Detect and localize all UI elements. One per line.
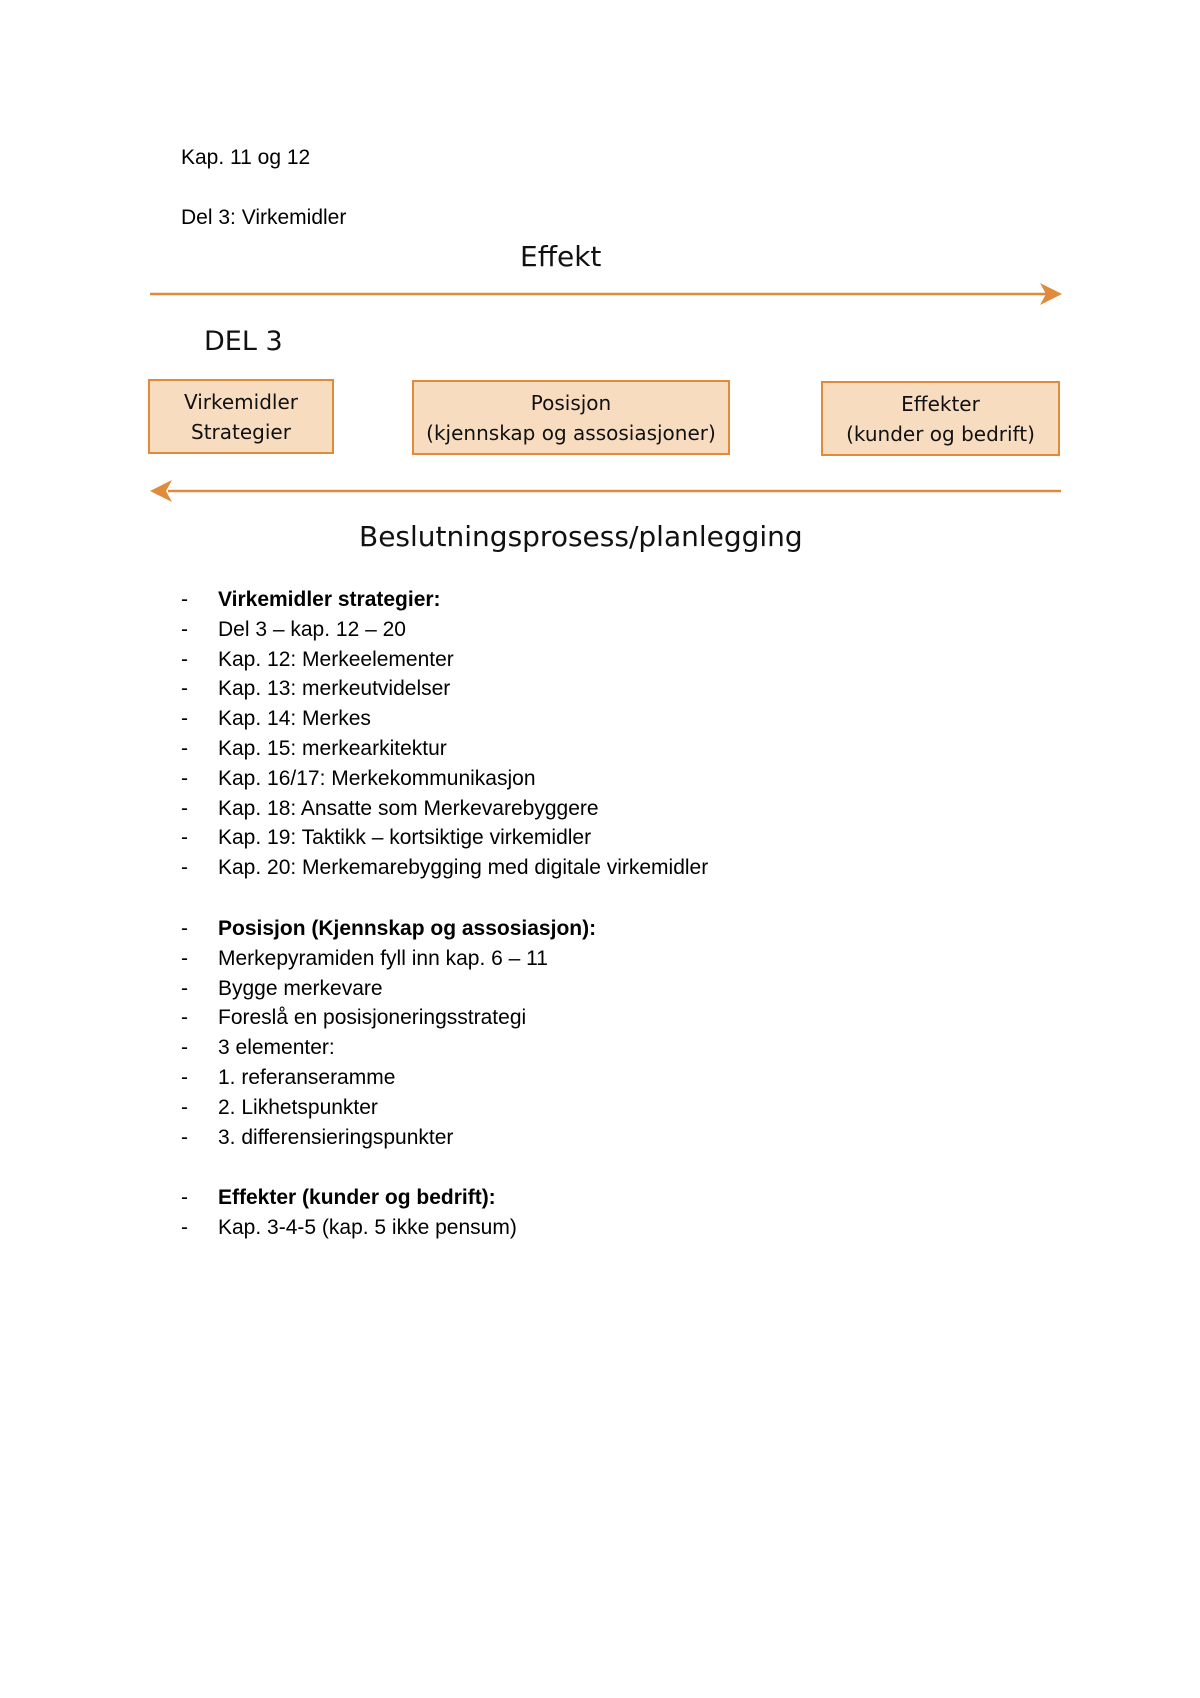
bullet-dash: - [181,1215,188,1239]
beslutning-label: Beslutningsprosess/planlegging [359,520,803,553]
bullet-dash: - [181,976,188,1000]
bullet-dash: - [181,707,188,731]
box-effekter [821,381,1060,456]
list-item-text: Merkepyramiden fyll inn kap. 6 – 11 [218,946,548,970]
bullet-dash: - [181,766,188,790]
bullet-dash: - [181,1036,188,1060]
list-item-text: Kap. 19: Taktikk – kortsiktige virkemidler [218,826,592,850]
bullet-dash: - [181,1006,188,1030]
box-virkemidler-line2: Strategier [191,419,291,444]
list-item-text: Del 3 – kap. 12 – 20 [218,617,406,641]
list-item-text: Kap. 20: Merkemarebygging med digitale virkemidler [218,856,709,880]
list-item-text: Kap. 14: Merkes [218,707,371,731]
list-item-text: Kap. 16/17: Merkekommunikasjon [218,766,536,790]
del3-label: DEL 3 [204,326,283,357]
list-item-text: 3 elementer: [218,1036,335,1060]
bullet-dash: - [181,736,188,760]
effekt-label: Effekt [520,240,602,273]
bullet-dash: - [181,647,188,671]
bullet-dash: - [181,1095,188,1119]
list-item-text: 2. Likhetspunkter [218,1095,378,1119]
bullet-dash: - [181,588,188,611]
diagram-arrows [0,0,1200,560]
list-item-text: Kap. 12: Merkeelementer [218,647,454,671]
bullet-dash: - [181,617,188,641]
part-subtitle: Del 3: Virkemidler [181,206,347,229]
list-item-text: 3. differensieringspunkter [218,1125,454,1149]
list-item-text: Kap. 18: Ansatte som Merkevarebyggere [218,796,599,820]
box-posisjon [412,380,730,455]
list-item-text: Bygge merkevare [218,976,383,1000]
box-posisjon-line1: Posisjon [530,390,612,415]
list-item-text: Foreslå en posisjoneringsstrategi [218,1006,527,1030]
list-item-text: Kap. 13: merkeutvidelser [218,677,451,701]
box-effekter-line1: Effekter [901,391,980,416]
list-item-text: Kap. 15: merkearkitektur [218,736,447,760]
bullet-dash: - [181,677,188,701]
list-item-text: Kap. 3-4-5 (kap. 5 ikke pensum) [218,1215,517,1239]
box-virkemidler-line1: Virkemidler [183,389,298,414]
bullet-dash: - [181,796,188,820]
bullet-dash: - [181,856,188,880]
bullet-dash: - [181,1065,188,1089]
list-item-text: Virkemidler strategier: [218,588,441,611]
bullet-dash: - [181,946,188,970]
box-posisjon-line2: (kjennskap og assosiasjoner) [426,420,716,445]
bullet-dash: - [181,917,188,940]
list-item-text: 1. referanseramme [218,1065,396,1089]
bullet-dash: - [181,826,188,850]
box-effekter-line2: (kunder og bedrift) [846,421,1035,446]
box-virkemidler [148,379,334,454]
bullet-dash: - [181,1125,188,1149]
process-diagram [0,0,1200,560]
list-item-text: Posisjon (Kjennskap og assosiasjon): [218,917,597,940]
chapter-heading: Kap. 11 og 12 [181,146,311,169]
bullet-dash: - [181,1186,188,1209]
list-item-text: Effekter (kunder og bedrift): [218,1186,496,1209]
